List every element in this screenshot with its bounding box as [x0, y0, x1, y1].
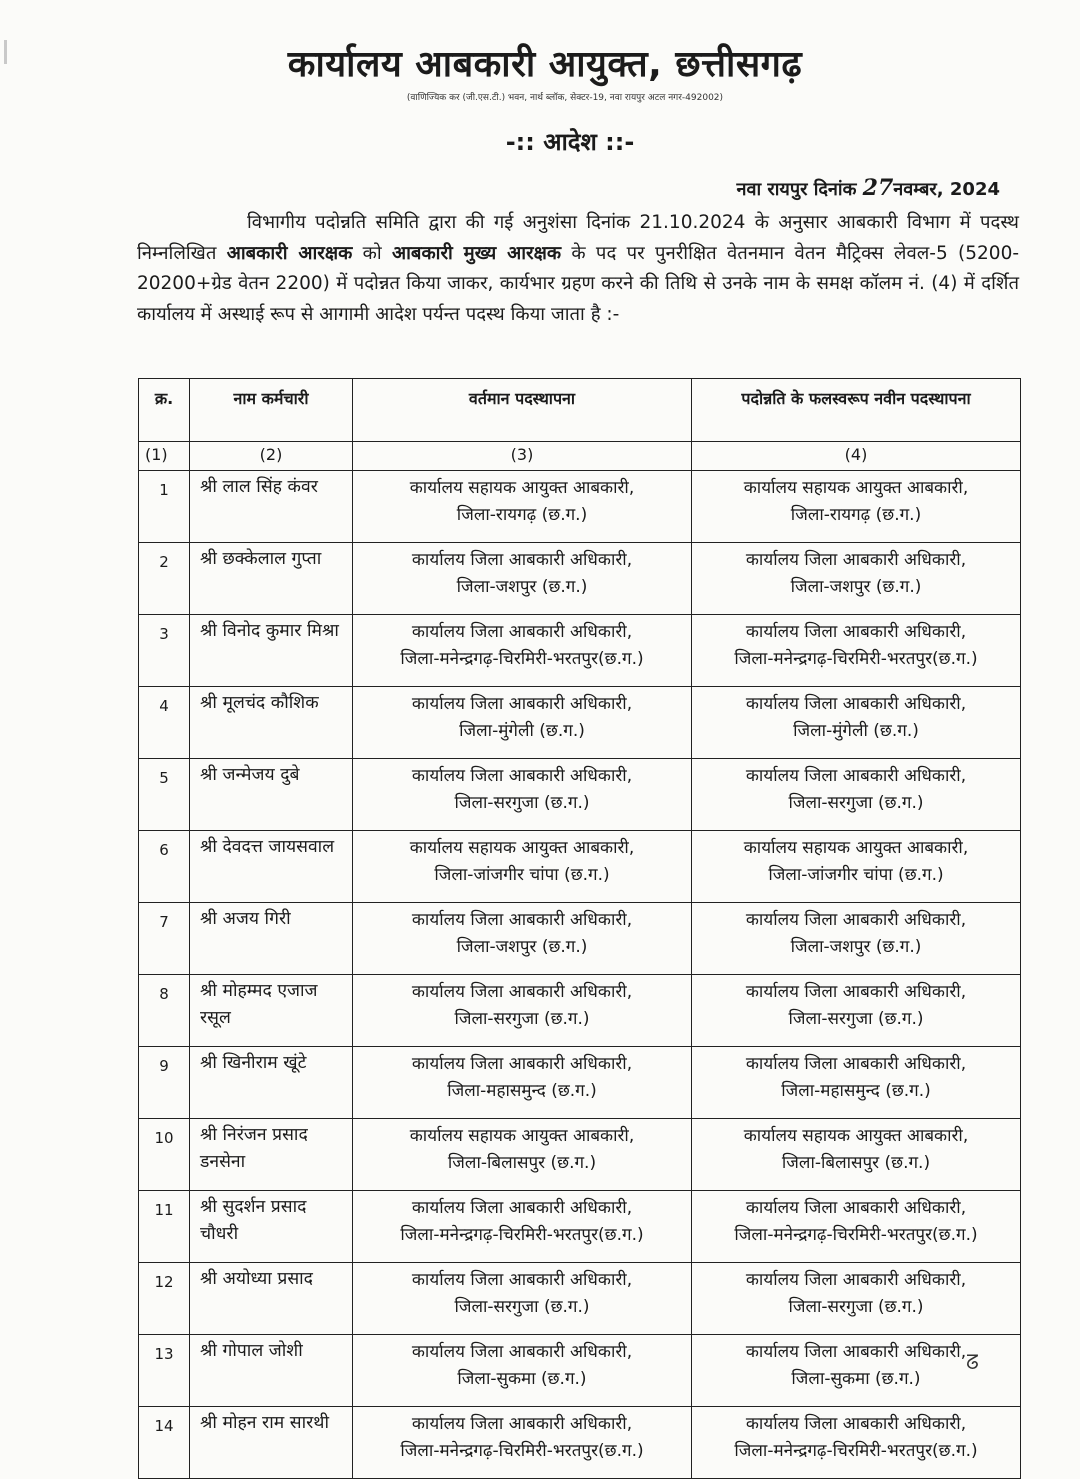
row-sn: 2: [139, 543, 190, 615]
employee-name: श्री जन्मेजय दुबे: [190, 759, 353, 831]
new-district: जिला-सरगुजा (छ.ग.): [788, 1009, 924, 1029]
row-sn: 4: [139, 687, 190, 759]
current-posting: [353, 903, 692, 975]
new-posting: [692, 831, 1021, 903]
table-header-row: [139, 379, 1021, 442]
table-row: [139, 1191, 1021, 1263]
row-sn: 7: [139, 903, 190, 975]
new-posting: [692, 1407, 1021, 1479]
col-number-4: (4): [692, 442, 1021, 471]
new-office: कार्यालय जिला आबकारी अधिकारी,: [745, 766, 967, 786]
table-row: [139, 471, 1021, 543]
employee-name: श्री लाल सिंह कंवर: [190, 471, 353, 543]
current-office: कार्यालय सहायक आयुक्त आबकारी,: [409, 838, 635, 858]
col-number-3: (3): [353, 442, 692, 471]
current-office: कार्यालय जिला आबकारी अधिकारी,: [411, 1342, 633, 1362]
current-district: जिला-मनेन्द्रगढ़-चिरमिरी-भरतपुर(छ.ग.): [400, 1225, 644, 1245]
new-office: कार्यालय जिला आबकारी अधिकारी,: [745, 1054, 967, 1074]
current-posting: [353, 1119, 692, 1191]
table-row: [139, 1407, 1021, 1479]
header-name: नाम कर्मचारी: [190, 379, 353, 442]
row-sn: 5: [139, 759, 190, 831]
new-posting: [692, 687, 1021, 759]
new-office: कार्यालय जिला आबकारी अधिकारी,: [745, 694, 967, 714]
employee-name: श्री मोहन राम सारथी: [190, 1407, 353, 1479]
new-posting: [692, 543, 1021, 615]
row-sn: 11: [139, 1191, 190, 1263]
employee-name: श्री मूलचंद कौशिक: [190, 687, 353, 759]
employee-name: श्री विनोद कुमार मिश्रा: [190, 615, 353, 687]
row-sn: 14: [139, 1407, 190, 1479]
new-posting: [692, 471, 1021, 543]
current-district: जिला-सरगुजा (छ.ग.): [454, 1297, 590, 1317]
current-district: जिला-सुकमा (छ.ग.): [457, 1369, 587, 1389]
row-sn: 12: [139, 1263, 190, 1335]
new-office: कार्यालय जिला आबकारी अधिकारी,: [745, 910, 967, 930]
current-district: जिला-मनेन्द्रगढ़-चिरमिरी-भरतपुर(छ.ग.): [400, 1441, 644, 1461]
new-posting: [692, 1047, 1021, 1119]
staff-table: [138, 378, 1021, 1479]
current-posting: [353, 759, 692, 831]
current-posting: [353, 1191, 692, 1263]
row-sn: 13: [139, 1335, 190, 1407]
current-office: कार्यालय जिला आबकारी अधिकारी,: [411, 1414, 633, 1434]
current-office: कार्यालय जिला आबकारी अधिकारी,: [411, 1270, 633, 1290]
current-district: जिला-सरगुजा (छ.ग.): [454, 1009, 590, 1029]
new-office: कार्यालय जिला आबकारी अधिकारी,: [745, 1198, 967, 1218]
new-district: जिला-मनेन्द्रगढ़-चिरमिरी-भरतपुर(छ.ग.): [734, 1225, 978, 1245]
new-office: कार्यालय सहायक आयुक्त आबकारी,: [743, 478, 969, 498]
current-district: जिला-जांजगीर चांपा (छ.ग.): [434, 865, 610, 885]
new-posting: [692, 1191, 1021, 1263]
employee-name: श्री खिनीराम खूंटे: [190, 1047, 353, 1119]
current-district: जिला-बिलासपुर (छ.ग.): [447, 1153, 597, 1173]
col-number-2: (2): [190, 442, 353, 471]
current-posting: [353, 831, 692, 903]
current-posting: [353, 615, 692, 687]
current-district: जिला-मनेन्द्रगढ़-चिरमिरी-भरतपुर(छ.ग.): [400, 649, 644, 669]
order-date: [736, 175, 1000, 201]
current-office: कार्यालय जिला आबकारी अधिकारी,: [411, 622, 633, 642]
order-paragraph: [137, 208, 1019, 330]
new-posting: [692, 1263, 1021, 1335]
new-posting: [692, 759, 1021, 831]
signature-mark: ᘔ: [966, 1350, 979, 1374]
current-office: कार्यालय जिला आबकारी अधिकारी,: [411, 550, 633, 570]
body-part3: के पद पर पुनरीक्षित वेतनमान वेतन मैट्रिक्स लेवल-5 (5200-20200+ग्रेड वेतन 2200) में पदोन्नत किया जाकर, कार्यभार ग्रहण करने की तिथि से उनके नाम के समक्ष कॉलम नं. (4) में दर्शित कार्यालय में अस्थाई रूप से आगामी आदेश पर्यन्त पदस्थ किया जाता है :-: [137, 242, 1020, 325]
new-district: जिला-रायगढ़ (छ.ग.): [790, 505, 922, 525]
employee-name: श्री गोपाल जोशी: [190, 1335, 353, 1407]
current-office: कार्यालय सहायक आयुक्त आबकारी,: [409, 478, 635, 498]
current-district: जिला-जशपुर (छ.ग.): [456, 937, 588, 957]
table-row: [139, 1263, 1021, 1335]
new-district: जिला-सरगुजा (छ.ग.): [788, 1297, 924, 1317]
current-district: जिला-रायगढ़ (छ.ग.): [456, 505, 588, 525]
new-office: कार्यालय जिला आबकारी अधिकारी,: [745, 1270, 967, 1290]
row-sn: 3: [139, 615, 190, 687]
current-posting: [353, 687, 692, 759]
current-district: जिला-मुंगेली (छ.ग.): [459, 721, 585, 741]
body-bold2: आबकारी मुख्य आरक्षक: [391, 242, 562, 264]
current-posting: [353, 471, 692, 543]
body-part1: विभागीय पदोन्नति समिति द्वारा की गई अनुशंसा दिनांक 21.10.2024 के अनुसार आबकारी विभाग में पदस्थ निम्नलिखित: [137, 212, 1019, 264]
new-district: जिला-जशपुर (छ.ग.): [790, 577, 922, 597]
row-sn: 6: [139, 831, 190, 903]
employee-name: श्री अयोध्या प्रसाद: [190, 1263, 353, 1335]
employee-name: श्री मोहम्मद एजाज रसूल: [190, 975, 353, 1047]
new-district: जिला-जांजगीर चांपा (छ.ग.): [768, 865, 944, 885]
current-office: कार्यालय सहायक आयुक्त आबकारी,: [409, 1126, 635, 1146]
current-posting: [353, 543, 692, 615]
body-part2: को: [352, 242, 392, 264]
table-row: [139, 543, 1021, 615]
current-posting: [353, 975, 692, 1047]
new-posting: [692, 903, 1021, 975]
new-posting: [692, 1119, 1021, 1191]
table-row: [139, 831, 1021, 903]
row-sn: 9: [139, 1047, 190, 1119]
new-district: जिला-मनेन्द्रगढ़-चिरमिरी-भरतपुर(छ.ग.): [734, 649, 978, 669]
new-office: कार्यालय जिला आबकारी अधिकारी,: [745, 1414, 967, 1434]
new-district: जिला-मनेन्द्रगढ़-चिरमिरी-भरतपुर(छ.ग.): [734, 1441, 978, 1461]
employee-name: श्री छक्केलाल गुप्ता: [190, 543, 353, 615]
row-sn: 1: [139, 471, 190, 543]
employee-name: श्री अजय गिरी: [190, 903, 353, 975]
current-office: कार्यालय जिला आबकारी अधिकारी,: [411, 694, 633, 714]
current-office: कार्यालय जिला आबकारी अधिकारी,: [411, 910, 633, 930]
order-heading: -:: आदेश ::-: [505, 128, 635, 156]
new-office: कार्यालय सहायक आयुक्त आबकारी,: [743, 838, 969, 858]
new-office: कार्यालय जिला आबकारी अधिकारी,: [745, 622, 967, 642]
header-new-posting: पदोन्नति के फलस्वरूप नवीन पदस्थापना: [692, 379, 1021, 442]
current-posting: [353, 1263, 692, 1335]
date-day: 27: [862, 175, 894, 201]
column-number-row: [139, 442, 1021, 471]
current-posting: [353, 1047, 692, 1119]
office-address: (वाणिज्यिक कर (जी.एस.टी.) भवन, नार्थ ब्लॉक, सेक्टर-19, नवा रायपुर अटल नगर-492002): [406, 93, 724, 103]
new-office: कार्यालय जिला आबकारी अधिकारी,: [745, 982, 967, 1002]
current-posting: [353, 1335, 692, 1407]
new-district: जिला-सरगुजा (छ.ग.): [788, 793, 924, 813]
current-office: कार्यालय जिला आबकारी अधिकारी,: [411, 766, 633, 786]
header-current-posting: वर्तमान पदस्थापना: [353, 379, 692, 442]
current-district: जिला-सरगुजा (छ.ग.): [454, 793, 590, 813]
new-posting: [692, 975, 1021, 1047]
new-district: जिला-बिलासपुर (छ.ग.): [781, 1153, 931, 1173]
col-number-1: (1): [139, 442, 190, 471]
employee-name: श्री निरंजन प्रसाद डनसेना: [190, 1119, 353, 1191]
row-sn: 8: [139, 975, 190, 1047]
employee-name: श्री सुदर्शन प्रसाद चौधरी: [190, 1191, 353, 1263]
current-office: कार्यालय जिला आबकारी अधिकारी,: [411, 982, 633, 1002]
current-district: जिला-जशपुर (छ.ग.): [456, 577, 588, 597]
current-district: जिला-महासमुन्द (छ.ग.): [447, 1081, 597, 1101]
table-row: [139, 1335, 1021, 1407]
header-sn: क्र.: [139, 379, 190, 442]
current-office: कार्यालय जिला आबकारी अधिकारी,: [411, 1198, 633, 1218]
date-suffix: नवम्बर, 2024: [893, 179, 1000, 200]
table-row: [139, 903, 1021, 975]
table-row: [139, 687, 1021, 759]
new-district: जिला-सुकमा (छ.ग.): [791, 1369, 921, 1389]
office-title: कार्यालय आबकारी आयुक्त, छत्तीसगढ़: [287, 44, 803, 85]
body-bold1: आबकारी आरक्षक: [226, 242, 353, 264]
new-district: जिला-जशपुर (छ.ग.): [790, 937, 922, 957]
new-office: कार्यालय सहायक आयुक्त आबकारी,: [743, 1126, 969, 1146]
table-row: [139, 615, 1021, 687]
current-office: कार्यालय जिला आबकारी अधिकारी,: [411, 1054, 633, 1074]
new-district: जिला-मुंगेली (छ.ग.): [793, 721, 919, 741]
table-row: [139, 975, 1021, 1047]
table-row: [139, 759, 1021, 831]
current-posting: [353, 1407, 692, 1479]
date-prefix: नवा रायपुर दिनांक: [736, 179, 863, 200]
new-office: कार्यालय जिला आबकारी अधिकारी,: [745, 550, 967, 570]
row-sn: 10: [139, 1119, 190, 1191]
new-posting: [692, 615, 1021, 687]
table-row: [139, 1119, 1021, 1191]
new-office: कार्यालय जिला आबकारी अधिकारी,: [745, 1342, 967, 1362]
table-row: [139, 1047, 1021, 1119]
order-body: [137, 208, 1019, 330]
employee-name: श्री देवदत्त जायसवाल: [190, 831, 353, 903]
new-district: जिला-महासमुन्द (छ.ग.): [781, 1081, 931, 1101]
